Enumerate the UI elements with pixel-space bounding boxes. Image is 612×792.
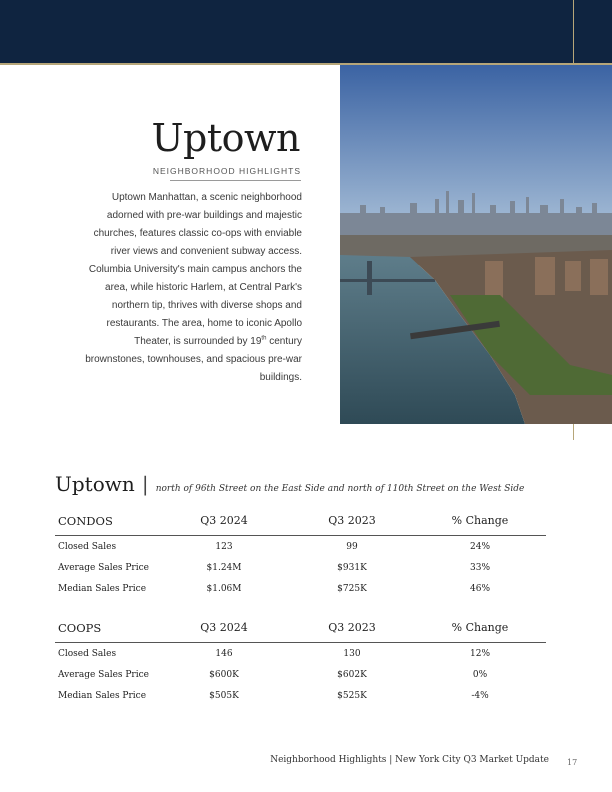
coops-header-row [58,621,546,637]
table-cell: 130 [343,649,361,659]
page-number: 17 [567,758,578,767]
table-cell: $931K [337,563,367,573]
table-cell: 146 [215,649,233,659]
table-row [58,670,546,686]
column-header: COOPS [58,621,102,635]
header-band [0,0,612,63]
page-title: Uptown [151,116,300,160]
table-cell: 0% [472,670,488,680]
row-label: Closed Sales [58,649,117,659]
table-row [58,542,546,558]
table-cell: 12% [469,649,491,659]
uptown-aerial-photo [340,65,612,424]
column-header: Q3 2023 [328,514,376,527]
subtitle-rule [170,180,301,181]
coops-divider [55,642,546,643]
table-cell: $1.24M [206,563,242,573]
table-heading-title: Uptown [55,472,135,496]
condos-header-row [58,514,546,530]
table-cell: $725K [337,584,367,594]
table-cell: $1.06M [206,584,242,594]
table-heading [55,472,524,496]
table-cell: $525K [337,691,367,701]
column-header: CONDOS [58,514,113,528]
table-heading-divider: | [141,472,149,496]
table-heading-boundary: north of 96th Street on the East Side and north of 110th Street on the West Side [155,484,525,494]
table-row [58,649,546,665]
table-row [58,563,546,579]
table-cell: 46% [469,584,491,594]
neighborhood-description [80,189,302,387]
table-cell: 33% [469,563,491,573]
column-header: Q3 2023 [328,621,376,634]
row-label: Median Sales Price [58,691,147,701]
table-cell: 24% [469,542,491,552]
table-cell: -4% [471,691,489,701]
footer-text: Neighborhood Highlights | New York City Q3 Market Update [270,755,549,765]
table-cell: $505K [209,691,239,701]
table-cell: 123 [215,542,233,552]
column-header: Q3 2024 [200,514,248,527]
row-label: Average Sales Price [58,670,149,680]
row-label: Median Sales Price [58,584,147,594]
table-row [58,691,546,707]
row-label: Closed Sales [58,542,117,552]
table-cell: 99 [346,542,358,552]
page-subtitle: NEIGHBORHOOD HIGHLIGHTS [152,166,301,176]
table-row [58,584,546,600]
table-cell: $600K [209,670,239,680]
description-text-end: century brownstones, townhouses, and spacious pre-war buildings. [85,336,302,383]
column-header: Q3 2024 [200,621,248,634]
description-text: Uptown Manhattan, a scenic neighborhood adorned with pre-war buildings and majestic churches, features classic co-ops with enviable river views and convenient subway access. Columbia University's main campus anchors the area, while historic Harlem, at Central Park's northern tip, thrives with diverse shops and restaurants. The area, home to iconic Apollo Theater, is surrounded by 19 [88,192,302,347]
row-label: Average Sales Price [58,563,149,573]
column-header: % Change [451,514,509,527]
description-superscript: th [261,335,267,342]
column-header: % Change [451,621,509,634]
table-cell: $602K [337,670,367,680]
condos-divider [55,535,546,536]
